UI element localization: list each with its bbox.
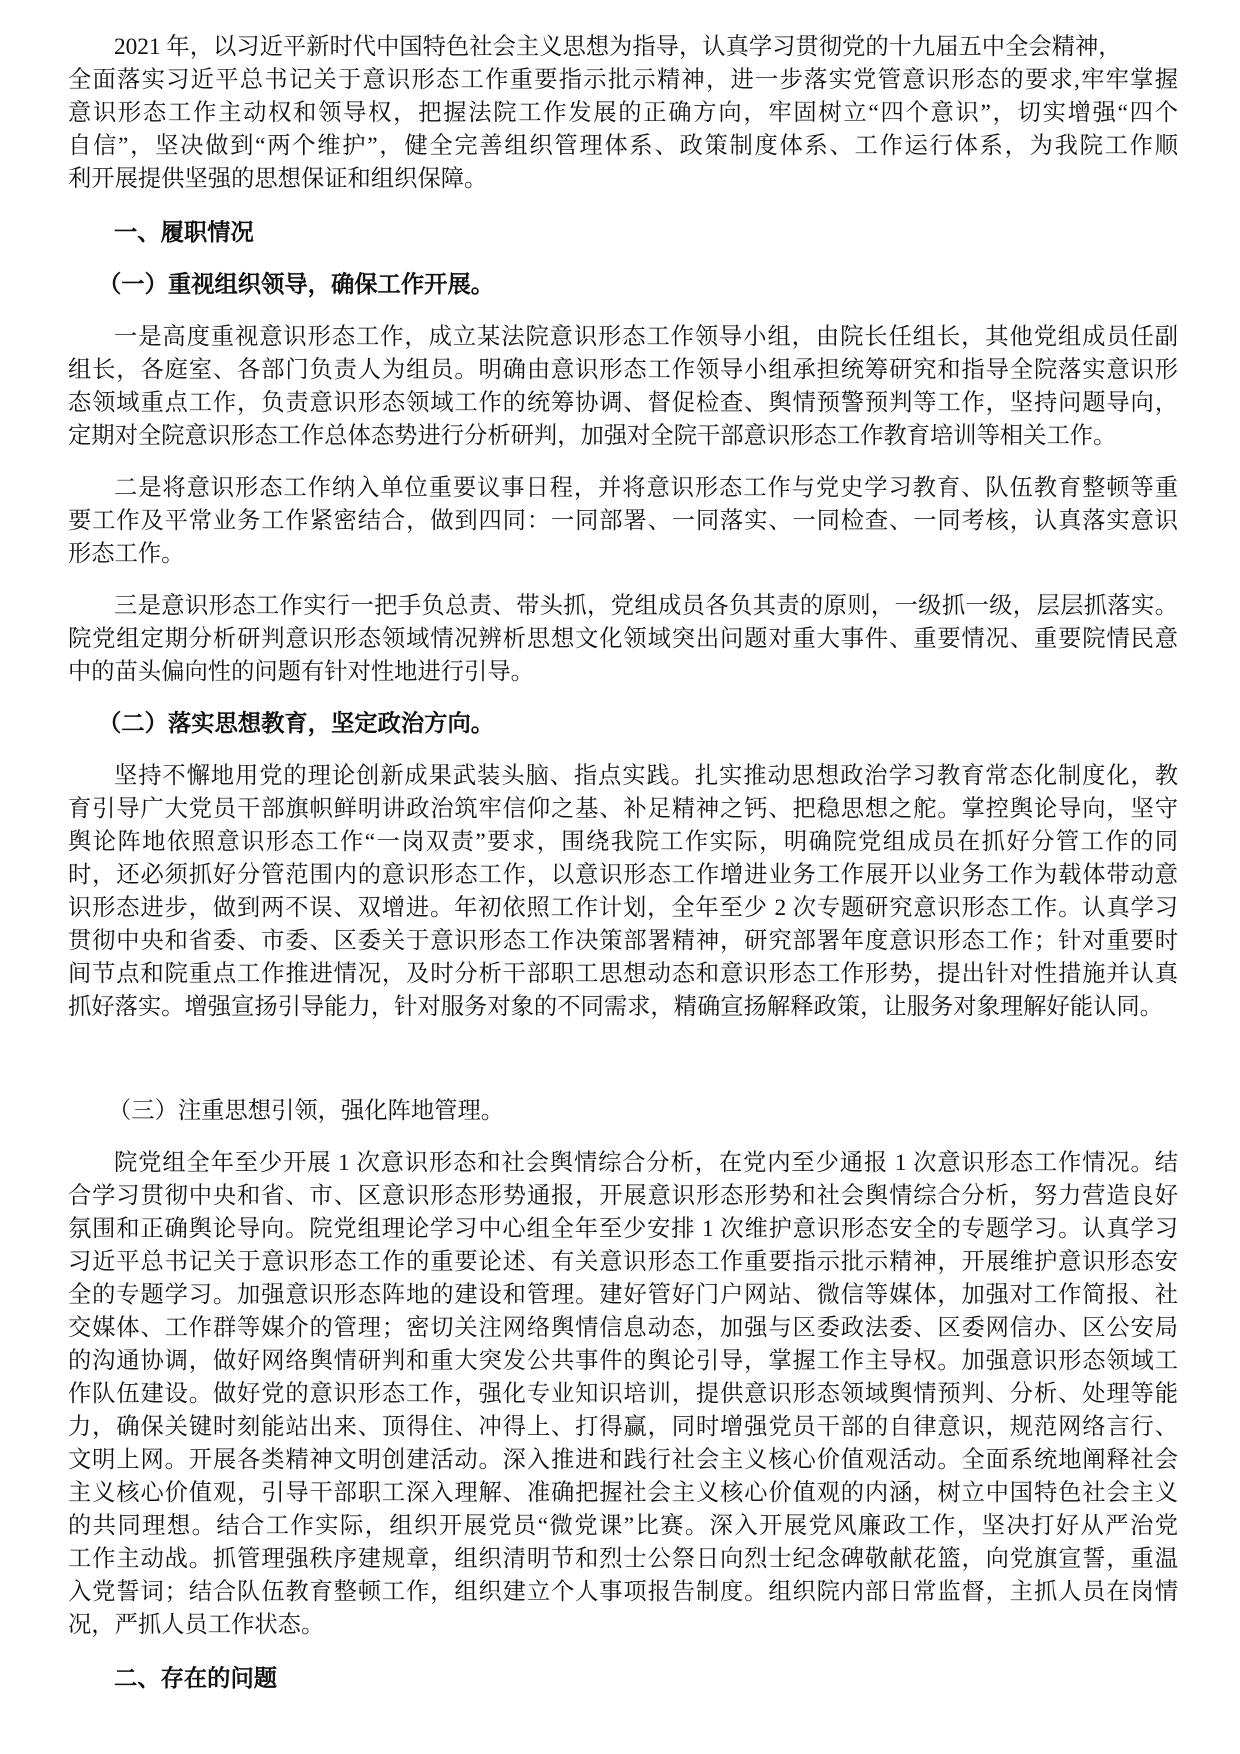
- paragraph-line: 自信”，坚决做到“两个维护”，健全完善组织管理体系、政策制度体系、工作运行体系，为我院工作顺: [68, 133, 1178, 159]
- paragraph-line: 氛围和正确舆论导向。院党组理论学习中心组全年至少安排 1 次维护意识形态安全的专题学习。认真学习: [68, 1216, 1178, 1242]
- paragraph-line: 入党誓词；结合队伍教育整顿工作，组织建立个人事项报告制度。组织院内部日常监督，主抓人员在岗情: [68, 1579, 1178, 1605]
- paragraph-line: 2021 年，以习近平新时代中国特色社会主义思想为指导，认真学习贯彻党的十九届五中全会精神，: [114, 34, 1122, 60]
- paragraph: [68, 590, 1178, 689]
- paragraph-line: 态领域重点工作，负责意识形态领域工作的统筹协调、督促检查、舆情预警预判等工作，坚持问题导向，: [68, 390, 1178, 416]
- paragraph-line: 的共同理想。结合工作实际，组织开展党员“微党课”比赛。深入开展党风廉政工作，坚决打好从严治党: [68, 1513, 1178, 1539]
- paragraph-line: 的沟通协调，做好网络舆情研判和重大突发公共事件的舆论引导，掌握工作主导权。加强意识形态领域工: [68, 1348, 1178, 1374]
- paragraph-line: 中的苗头偏向性的问题有针对性地进行引导。: [68, 659, 534, 685]
- paragraph-line: 定期对全院意识形态工作总体态势进行分析研判，加强对全院干部意识形态工作教育培训等相关工作。: [68, 423, 1117, 449]
- paragraph-line: 要工作及平常业务工作紧密结合，做到四同：一同部署、一同落实、一同检查、一同考核，认真落实意识: [68, 508, 1178, 534]
- section-heading-duty-performance: 一、履职情况: [114, 220, 254, 246]
- subsection-heading-organization-leadership: （一）重视组织领导，确保工作开展。: [98, 272, 495, 298]
- paragraph-line: 组长，各庭室、各部门负责人为组员。明确由意识形态工作领导小组承担统筹研究和指导全院落实意识形: [68, 357, 1178, 383]
- paragraph-line: 舆论阵地依照意识形态工作“一岗双责”要求，围绕我院工作实际，明确院党组成员在抓好分管工作的同: [68, 829, 1178, 855]
- paragraph-line: 贯彻中央和省委、市委、区委关于意识形态工作决策部署精神，研究部署年度意识形态工作；针对重要时: [68, 928, 1178, 954]
- subsection-heading-ideological-education: （二）落实思想教育，坚定政治方向。: [98, 711, 495, 737]
- section-heading-existing-problems: 二、存在的问题: [114, 1666, 278, 1692]
- paragraph-line: 二是将意识形态工作纳入单位重要议事日程，并将意识形态工作与党史学习教育、队伍教育整顿等重: [114, 475, 1178, 501]
- paragraph-line: 间节点和院重点工作推进情况，及时分析干部职工思想动态和意识形态工作形势，提出针对性措施并认真: [68, 961, 1178, 987]
- paragraph-line: 作队伍建设。做好党的意识形态工作，强化专业知识培训，提供意识形态领域舆情预判、分析、处理等能: [68, 1381, 1178, 1407]
- paragraph-line: 全面落实习近平总书记关于意识形态工作重要指示批示精神，进一步落实党管意识形态的要求,牢牢掌握: [68, 67, 1178, 93]
- paragraph-line: 主义核心价值观，引导干部职工深入理解、准确把握社会主义核心价值观的内涵，树立中国特色社会主义: [68, 1480, 1178, 1506]
- subsection-heading-position-management: （三）注重思想引领，强化阵地管理。: [108, 1098, 505, 1124]
- paragraph: [68, 760, 1178, 1024]
- paragraph-line: 合学习贯彻中央和省、市、区意识形态形势通报，开展意识形态形势和社会舆情综合分析，努力营造良好: [68, 1183, 1178, 1209]
- paragraph-line: 利开展提供坚强的思想保证和组织保障。: [68, 166, 488, 192]
- paragraph: [68, 321, 1178, 453]
- paragraph-line: 院党组定期分析研判意识形态领域情况辨析思想文化领域突出问题对重大事件、重要情况、重要院情民意: [68, 626, 1178, 652]
- paragraph-line: 力，确保关键时刻能站出来、顶得住、冲得上、打得赢，同时增强党员干部的自律意识，规范网络言行、: [68, 1414, 1178, 1440]
- paragraph-line: 全的专题学习。加强意识形态阵地的建设和管理。建好管好门户网站、微信等媒体，加强对工作简报、社: [68, 1282, 1178, 1308]
- paragraph-line: 交媒体、工作群等媒介的管理；密切关注网络舆情信息动态，加强与区委政法委、区委网信办、区公安局: [68, 1315, 1178, 1341]
- paragraph-line: 育引导广大党员干部旗帜鲜明讲政治筑牢信仰之基、补足精神之钙、把稳思想之舵。掌控舆论导向，坚守: [68, 796, 1178, 822]
- paragraph: [68, 472, 1178, 571]
- paragraph-line: 况，严抓人员工作状态。: [68, 1612, 325, 1638]
- paragraph: [68, 1147, 1178, 1642]
- paragraph-line: 意识形态工作主动权和领导权，把握法院工作发展的正确方向，牢固树立“四个意识”，切实增强“四个: [68, 100, 1178, 126]
- paragraph-line: 院党组全年至少开展 1 次意识形态和社会舆情综合分析，在党内至少通报 1 次意识形态工作情况。结: [114, 1150, 1178, 1176]
- paragraph-line: 抓好落实。增强宣扬引导能力，针对服务对象的不同需求，精确宣扬解释政策，让服务对象理解好能认同。: [68, 994, 1163, 1020]
- paragraph-line: 形态工作。: [68, 541, 185, 567]
- intro-paragraph: [68, 31, 1178, 196]
- paragraph-line: 一是高度重视意识形态工作，成立某法院意识形态工作领导小组，由院长任组长，其他党组成员任副: [114, 324, 1178, 350]
- paragraph-line: 识形态进步，做到两不误、双增进。年初依照工作计划，全年至少 2 次专题研究意识形态工作。认真学习: [68, 895, 1178, 921]
- paragraph-line: 工作主动战。抓管理强秩序建规章，组织清明节和烈士公祭日向烈士纪念碑敬献花篮，向党旗宣誓，重温: [68, 1546, 1178, 1572]
- paragraph-line: 坚持不懈地用党的理论创新成果武装头脑、指点实践。扎实推动思想政治学习教育常态化制度化，教: [114, 763, 1178, 789]
- paragraph-line: 三是意识形态工作实行一把手负总责、带头抓，党组成员各负其责的原则，一级抓一级，层层抓落实。: [114, 593, 1178, 619]
- paragraph-line: 习近平总书记关于意识形态工作的重要论述、有关意识形态工作重要指示批示精神，开展维护意识形态安: [68, 1249, 1178, 1275]
- paragraph-line: 文明上网。开展各类精神文明创建活动。深入推进和践行社会主义核心价值观活动。全面系统地阐释社会: [68, 1447, 1178, 1473]
- paragraph-line: 时，还必须抓好分管范围内的意识形态工作，以意识形态工作增进业务工作展开以业务工作为载体带动意: [68, 862, 1178, 888]
